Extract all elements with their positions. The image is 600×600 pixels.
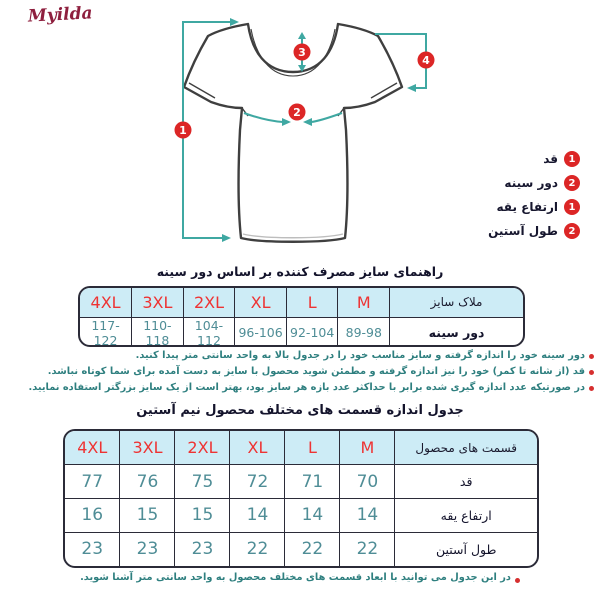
value-cell: 23 (175, 532, 230, 566)
marker-2-number: 2 (293, 106, 301, 119)
value-cell: 96-106 (235, 317, 287, 347)
row-label-cell: دور سینه (428, 325, 485, 340)
table-row (65, 532, 537, 566)
size-column-header: 3XL (132, 288, 184, 317)
value-cell: 70 (340, 465, 395, 499)
note-text: دور سینه خود را اندازه گرفته و سایز مناسب خود را در جدول بالا به واحد سانتی متر پیدا کنید. (135, 350, 585, 361)
note-item (28, 382, 594, 395)
brand-logo: Myilda (27, 3, 93, 27)
value-cell: 76 (120, 465, 175, 499)
legend-item-collar (488, 199, 580, 215)
size-column-header: L (286, 288, 338, 317)
tshirt-diagram (148, 8, 448, 270)
bullet-icon (589, 354, 594, 359)
value-cell: 75 (175, 465, 230, 499)
bullet-icon (515, 578, 520, 583)
size-column-header: M (340, 431, 395, 465)
legend-item-label: ارتفاع یقه (496, 200, 558, 214)
bullet-icon (589, 386, 594, 391)
note-item (34, 366, 594, 379)
row-label-cell: قد (395, 465, 537, 499)
table-row (80, 317, 523, 347)
legend-number-badge: 2 (564, 223, 580, 239)
label-column-header: ملاک سایز (390, 288, 523, 317)
legend-item-label: قد (543, 152, 558, 166)
marker-1-number: 1 (179, 124, 187, 137)
size-guide-title: راهنمای سایز مصرف کننده بر اساس دور سینه (156, 264, 444, 279)
value-cell: 22 (340, 532, 395, 566)
value-cell: 22 (285, 532, 340, 566)
legend-item-label: طول آستین (488, 224, 558, 238)
legend-item-height (488, 151, 580, 167)
note-text: در صورتیکه عدد اندازه گیری شده برابر با حداکثر عدد بازه هر سایز بود، بهتر است از یک سایز بزرگتر استفاده نمایید. (28, 382, 585, 393)
footer-note (0, 572, 600, 585)
value-cell: 15 (175, 499, 230, 533)
value-cell: 104-112 (183, 317, 235, 347)
table-header-row (65, 431, 537, 465)
size-column-header: XL (230, 431, 285, 465)
footer-note-text: در این جدول می توانید با ابعاد قسمت های مختلف محصول به واحد سانتی متر آشنا شوید. (80, 572, 511, 583)
value-cell: 23 (120, 532, 175, 566)
value-cell: 14 (340, 499, 395, 533)
value-cell: 92-104 (286, 317, 338, 347)
table-row (65, 499, 537, 533)
value-cell: 72 (230, 465, 285, 499)
size-guide-table (78, 286, 525, 347)
legend-number-badge: 2 (564, 175, 580, 191)
value-cell: 15 (120, 499, 175, 533)
legend-item-chest (488, 175, 580, 191)
legend-item-sleeve (488, 223, 580, 239)
marker-3-number: 3 (298, 46, 306, 59)
value-cell: 14 (230, 499, 285, 533)
table-header-row (80, 288, 523, 317)
value-cell: 23 (65, 532, 120, 566)
table-row (65, 465, 537, 499)
value-cell: 117-122 (80, 317, 132, 347)
marker-4-number: 4 (422, 54, 430, 67)
value-cell: 110-118 (132, 317, 184, 347)
value-cell: 89-98 (338, 317, 390, 347)
note-item (34, 350, 594, 363)
row-label-cell: طول آستین (435, 541, 497, 557)
legend-item-label: دور سینه (504, 176, 558, 190)
measurements-table-title: جدول اندازه قسمت های مختلف محصول نیم آستین (136, 403, 464, 418)
value-cell: 16 (65, 499, 120, 533)
row-label-cell: ارتفاع یقه (395, 499, 537, 533)
tshirt-outline (184, 24, 402, 242)
size-column-header: 4XL (65, 431, 120, 465)
bullet-icon (589, 370, 594, 375)
measurement-legend (488, 151, 580, 247)
size-column-header: L (285, 431, 340, 465)
measurements-table (63, 429, 539, 568)
usage-notes (28, 350, 594, 398)
note-text: قد (از شانه تا کمر) خود را نیز اندازه گرفته و مطمئن شوید محصول با سایز به دست آمده برای شما کوتاه نباشد. (47, 366, 585, 377)
size-column-header: 4XL (80, 288, 132, 317)
size-column-header: 3XL (120, 431, 175, 465)
size-column-header: M (338, 288, 390, 317)
value-cell: 14 (285, 499, 340, 533)
legend-number-badge: 1 (564, 199, 580, 215)
value-cell: 22 (230, 532, 285, 566)
value-cell: 77 (65, 465, 120, 499)
value-cell: 71 (285, 465, 340, 499)
legend-number-badge: 1 (564, 151, 580, 167)
size-column-header: 2XL (183, 288, 235, 317)
size-column-header: XL (235, 288, 287, 317)
size-column-header: 2XL (175, 431, 230, 465)
label-column-header: قسمت های محصول (395, 431, 537, 465)
